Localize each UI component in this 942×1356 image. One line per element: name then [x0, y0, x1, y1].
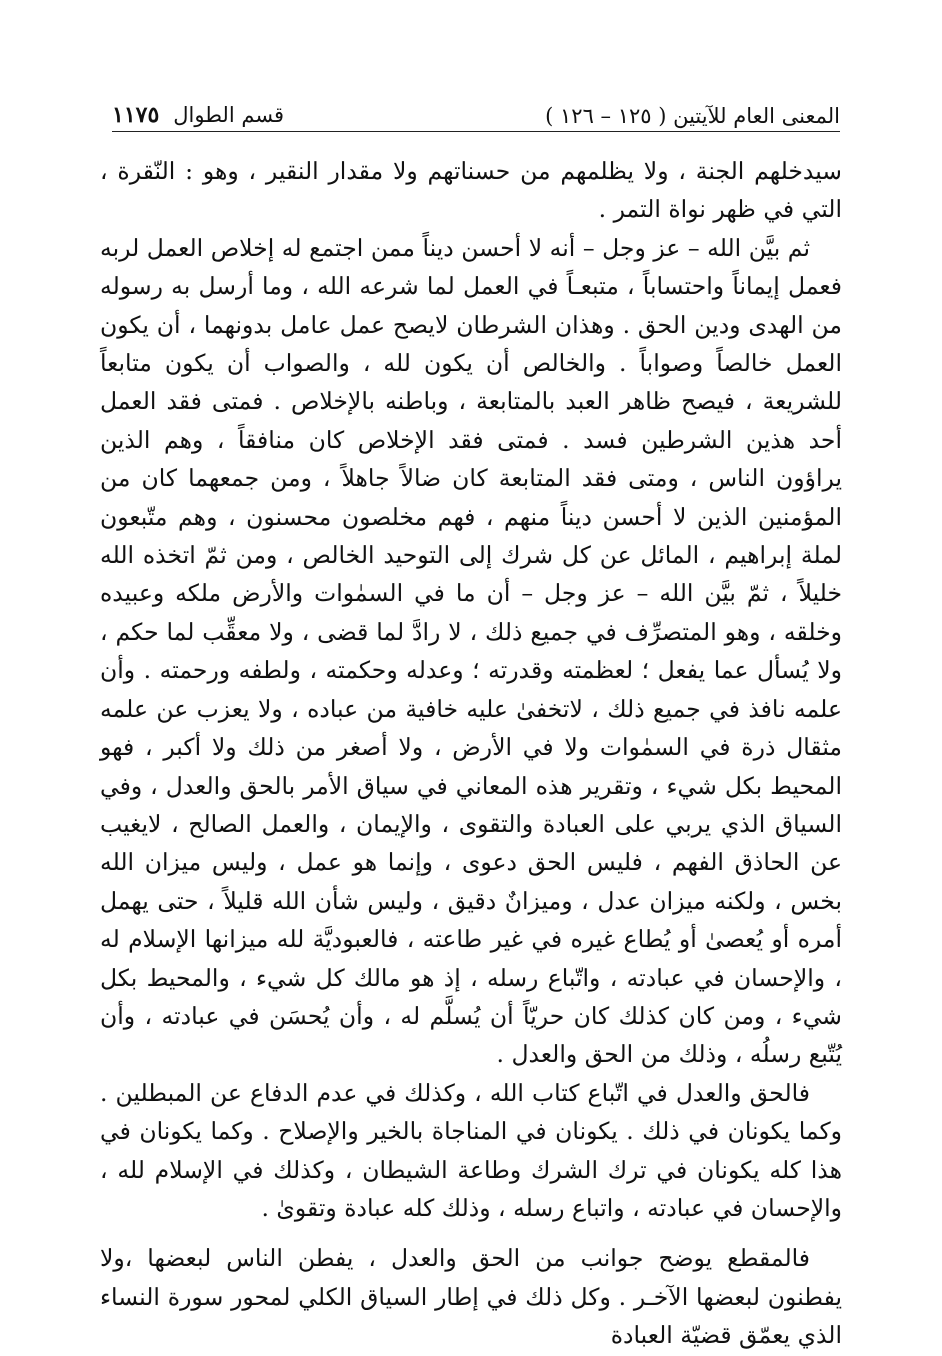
- body-text: [100, 152, 842, 1355]
- paragraph-2: ثم بيَّن الله – عز وجل – أنه لا أحسن ديناً ممن اجتمع له إخلاص العمل لربه فعمل إيماناً واحتساباً ، متبعـاً في العمل لما شرعه الله ، وما أرسل به رسوله من الهدى ودين الحق . وهذان الشرطان لايصح عمل عامل بدونهما ، أن يكون العمل خالصاً وصواباً . والخالص أن يكون لله ، والصواب أن يكون متابعاً للشريعة ، فيصح ظاهر العبد بالمتابعة ، وباطنه بالإخلاص . فمتى فقد العمل أحد هذين الشرطين فسد . فمتى فقد الإخلاص كان منافقاً ، وهم الذين يراؤون الناس ، ومتى فقد المتابعة كان ضالاً جاهلاً ، ومن جمعهما كان من المؤمنين الذين لا أحسن ديناً منهم ، فهم مخلصون محسنون ، وهم متّبعون لملة إبراهيم ، المائل عن كل شرك إلى التوحيد الخالص ، ومن ثمّ اتخذه الله خليلاً ، ثمّ بيَّن الله – عز وجل – أن ما في السمٰوات والأرض ملكه وعبيده وخلقه ، وهو المتصرِّف في جميع ذلك ، لا رادَّ لما قضى ، ولا معقِّب لما حكم ، ولا يُسأل عما يفعل ؛ لعظمته وقدرته ؛ وعدله وحكمته ، ولطفه ورحمته . وأن علمه نافذ في جميع ذلك ، لاتخفىٰ عليه خافية من عباده ، ولا يعزب عن علمه مثقال ذرة في السمٰوات ولا في الأرض ، ولا أصغر من ذلك ولا أكبر ، فهو المحيط بكل شيء ، وتقرير هذه المعاني في سياق الأمر بالحق والعدل ، وفي السياق الذي يربي على العبادة والتقوى ، والإيمان ، والعمل الصالح ، لايغيب عن الحاذق الفهم ، فليس الحق دعوى ، وإنما هو عمل ، وليس ميزان الله بخس ، ولكنه ميزان عدل ، وميزانٌ دقيق ، وليس شأن الله قليلاً ، حتى يهمل أمره أو يُعصىٰ أو يُطاع غيره في غير طاعته ، فالعبوديَّة لله ميزانها الإسلام له ، والإحسان في عبادته ، واتّباع رسله ، إذ هو مالك كل شيء ، والمحيط بكل شيء ، ومن كان كذلك كان حريّاً أن يُسلَّم له ، وأن يُحسَن في عبادته ، وأن يُتّبع رسلُه ، وذلك من الحق والعدل .: [100, 233, 842, 1069]
- header-section: قسم الطوال: [173, 103, 285, 127]
- header-meta: [112, 102, 284, 128]
- paragraph-1: سيدخلهم الجنة ، ولا يظلمهم من حسناتهم ولا مقدار النقير ، وهو : النّقرة ، التي في ظهر نواة التمر .: [100, 157, 842, 224]
- header-title: المعنى العام للآيتين ( ١٢٥ – ١٢٦ ): [545, 104, 840, 128]
- page-number: ١١٧٥: [112, 102, 160, 128]
- header-divider: [112, 131, 840, 132]
- paragraph-3: فالحق والعدل في اتّباع كتاب الله ، وكذلك في عدم الدفاع عن المبطلين . وكما يكونان في ذلك . يكونان في المناجاة بالخير والإصلاح . وكما يكونان في هذا كله يكونان في ترك الشرك وطاعة الشيطان ، وكذلك في الإسلام لله ، والإحسان في عبادته ، واتباع رسله ، وذلك كله عبادة وتقوىٰ .: [100, 1078, 842, 1222]
- paragraph-4: فالمقطع يوضح جوانب من الحق والعدل ، يفطن الناس لبعضها ،ولا يفطنون لبعضها الآخـر . وكل ذلك في إطار السياق الكلي لمحور سورة النساء الذي يعمّق قضيّة العبادة: [100, 1244, 842, 1350]
- page-header: [112, 86, 840, 128]
